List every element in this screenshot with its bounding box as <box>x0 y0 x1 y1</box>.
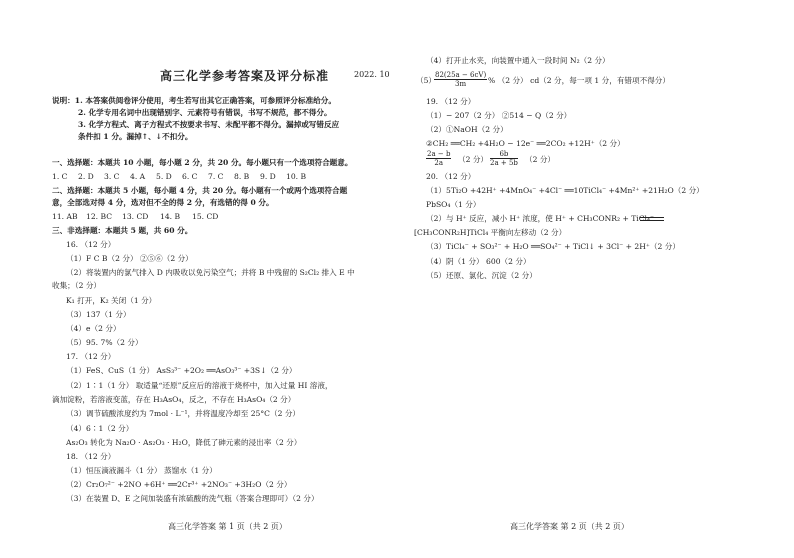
answer-line: （3）在装置 D、E 之间加装盛有浓硫酸的洗气瓶（答案合理即可）（2 分） <box>66 494 319 503</box>
answer-line: （3）TiCl₄⁻ + SO₃²⁻ + H₂O ══SO₄²⁻ + TiCl↓ + 3Cl⁻ + 2H⁺（2 分） <box>426 242 680 251</box>
note-line: 2. 化学专用名词中出现错别字、元素符号有错误，书写不规范，都不得分。 <box>78 108 332 117</box>
answer-item: 1. C <box>52 172 68 181</box>
item-number: （5） <box>416 76 437 85</box>
fraction-denominator: 3m <box>455 80 467 88</box>
answer-item: 2. D <box>78 172 94 181</box>
answer-line: 20. （12 分） <box>426 172 476 181</box>
answer-line: （3）调节硫酸浓度约为 7mol · L⁻¹，并将温度冷却至 25°C（2 分） <box>66 409 301 418</box>
document-date: 2022. 10 <box>354 70 390 79</box>
fraction-denominator: 2a + 5b <box>490 159 518 167</box>
answer-line: 收集；（2 分） <box>52 281 102 290</box>
answer-line: （1）F C B（2 分） ②⑤⑥（2 分） <box>66 254 193 263</box>
document-title: 高三化学参考答案及评分标准 <box>160 69 330 83</box>
answer-line: （4）阴（1 分） 600（2 分） <box>426 257 531 266</box>
answer-line: 滴加淀粉，若溶液变蓝，存在 H₃AsO₄，反之，不存在 H₃AsO₄（2 分） <box>52 395 296 404</box>
answer-line: （2）Cr₂O₇²⁻ +2NO +6H⁺ ══2Cr³⁺ +2NO₃⁻ +3H₂O（2 分） <box>66 480 292 489</box>
answer-item: 14. B <box>160 212 181 221</box>
section-heading: 二、选择题：本题共 5 小题，每小题 4 分，共 20 分。每小题有一个或两个选项符合题 <box>52 186 348 195</box>
score: （2 分） <box>525 155 556 164</box>
answer-item: 9. D <box>260 172 276 181</box>
answer-line: （5）还原、氯化、沉淀（2 分） <box>426 271 537 280</box>
score: （2 分） <box>458 155 489 164</box>
answer-item: 12. BC <box>86 212 113 221</box>
section-heading: 一、选择题：本题共 10 小题，每小题 2 分，共 20 分。每小题只有一个选项符合题意。 <box>52 158 353 167</box>
note-line: 条件扣 1 分。漏掉↑、↓不扣分。 <box>78 132 193 141</box>
answer-line: （2）1∶1（1 分） 取适量“还原”反应后的溶液于烧杯中，加入过量 HI 溶液， <box>66 381 333 390</box>
answer-line: 16. （12 分） <box>66 240 116 249</box>
answer-line: ②CH₂ ══CH₂ +4H₂O − 12e⁻ ══2CO₂ +12H⁺（2 分） <box>426 139 625 148</box>
answer-line: （4）打开止水夹，向装置中通入一段时间 N₂（2 分） <box>426 56 610 65</box>
answer-line: （1）恒压滴液漏斗（1 分） 蒸馏水（1 分） <box>66 466 217 475</box>
answer-line: As₂O₃ 转化为 Na₂O · As₂O₃ · H₂O，降低了砷元素的浸出率（2 分） <box>66 438 302 447</box>
answer-line: （1）− 207（2 分） ②514 − Q（2 分） <box>426 111 572 120</box>
answer-line: （1）5Ti₂O +42H⁺ +4MnO₄⁻ +4Cl⁻ ══10TiCl₄⁻ +4Mn²⁺ +21H₂O（2 分） <box>426 186 704 195</box>
page-footer: 高三化学答案 第 2 页（共 2 页） <box>510 522 629 531</box>
answer-line: （2）与 H⁺ 反应，减小 H⁺ 浓度，使 H⁺ + CH₃CONR₂ + TiCl₄⁻ <box>426 214 655 223</box>
note-line: 3. 化学方程式、离子方程式不按要求书写、未配平都不得分。漏掉或写错反应 <box>78 120 340 129</box>
answer-item: 6. C <box>182 172 198 181</box>
answer-item: 13. CD <box>122 212 149 221</box>
answer-line: K₁ 打开，K₂ 关闭（1 分） <box>66 296 157 305</box>
fraction <box>426 150 451 167</box>
answer-line: （3）137（1 分） <box>66 310 131 319</box>
answer-item: 3. C <box>104 172 120 181</box>
fraction-numerator: 2a − b <box>427 150 451 158</box>
page-footer: 高三化学答案 第 1 页（共 2 页） <box>168 522 287 531</box>
answer-line: （1）FeS、CuS（1 分） AsS₃³⁻ +2O₂ ══AsO₃³⁻ +3S↓（2 分） <box>66 366 297 375</box>
answer-line: % （2 分） cd（2 分，每一项 1 分，有错项不得分） <box>488 76 670 85</box>
answer-line: [CH₃CONR₂H]TiCl₄ 平衡向左移动（2 分） <box>414 228 567 237</box>
answer-line: （4）e（2 分） <box>66 324 121 333</box>
answer-item: 15. CD <box>192 212 219 221</box>
answer-line: 17. （12 分） <box>66 352 116 361</box>
answer-item: 11. AB <box>52 212 78 221</box>
answer-line: 19. （12 分） <box>426 97 476 106</box>
answer-item: 8. B <box>234 172 250 181</box>
fraction-numerator: 82(25a − 6cV) <box>435 71 487 79</box>
answer-line: 18. （12 分） <box>66 452 116 461</box>
note-line: 说明：1. 本答案供阅卷评分使用，考生若写出其它正确答案，可参照评分标准给分。 <box>52 96 336 105</box>
fraction <box>434 71 487 88</box>
answer-line: PbSO₄（1 分） <box>426 200 481 209</box>
fraction-numerator: 6b <box>490 150 518 159</box>
answer-line: （5）95. 7%（2 分） <box>66 338 143 347</box>
answer-item: 7. C <box>208 172 224 181</box>
answer-line: （2）①NaOH（2 分） <box>426 125 508 134</box>
answer-line: （2）将装置内的氯气排入 D 内吸收以免污染空气；并将 B 中残留的 S₂Cl₂ 排入 E 中 <box>66 268 355 277</box>
answer-line: （4）6∶1（2 分） <box>66 424 134 433</box>
section-heading: 三、非选择题：本题共 5 题，共 60 分。 <box>52 226 193 235</box>
section-heading: 意，全部选对得 4 分，选对但不全的得 2 分，有选错的得 0 分。 <box>52 198 274 207</box>
fraction-denominator: 2a <box>434 159 444 167</box>
fraction <box>490 150 518 167</box>
page-2 <box>400 0 794 558</box>
answer-item: 5. D <box>156 172 172 181</box>
answer-item: 10. B <box>286 172 307 181</box>
answer-item: 4. A <box>130 172 146 181</box>
